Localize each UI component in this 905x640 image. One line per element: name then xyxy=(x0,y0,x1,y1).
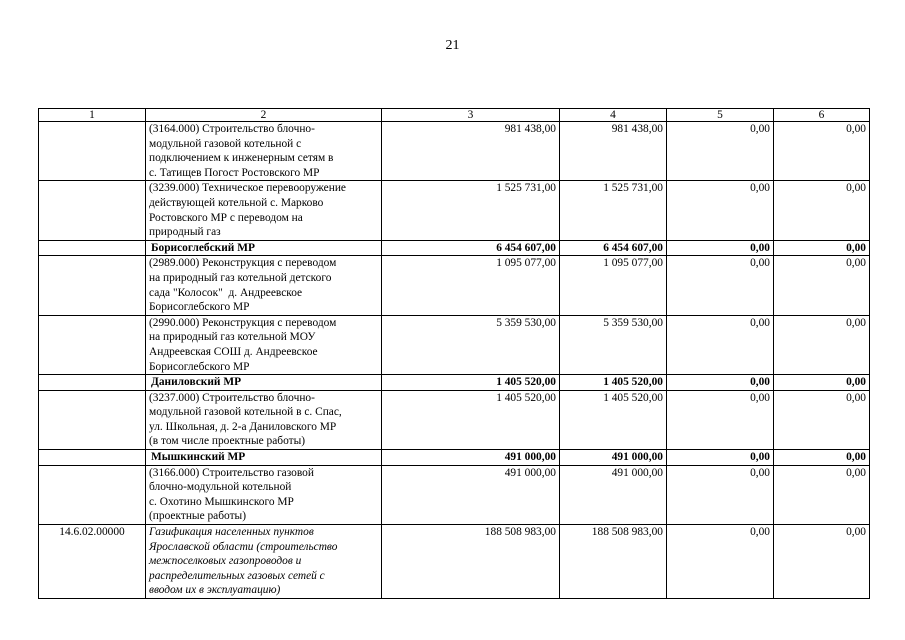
name-line: сада "Колосок" д. Андреевское xyxy=(149,286,303,299)
name-line: ул. Школьная, д. 2-а Даниловского МР xyxy=(149,420,337,433)
name-line: Ярославской области (строительство xyxy=(149,540,338,553)
table-row xyxy=(39,450,870,466)
amount-col6: 0,00 xyxy=(774,315,870,374)
name-cell xyxy=(146,256,382,315)
name-line: Даниловский МР xyxy=(151,376,242,389)
name-cell xyxy=(146,315,382,374)
header-cell: 2 xyxy=(146,109,382,122)
code-cell xyxy=(39,240,146,256)
amount-col5: 0,00 xyxy=(667,256,774,315)
amount-col3: 491 000,00 xyxy=(382,465,560,524)
table-row xyxy=(39,315,870,374)
name-line: Мышкинский МР xyxy=(151,451,246,464)
table-row xyxy=(39,375,870,391)
name-line: подключением к инженерным сетям в xyxy=(149,152,334,165)
name-line: Ростовского МР с переводом на xyxy=(149,211,303,224)
amount-col3: 1 095 077,00 xyxy=(382,256,560,315)
name-line: (2990.000) Реконструкция с переводом xyxy=(149,316,337,329)
name-cell xyxy=(146,181,382,240)
name-line: (3164.000) Строительство блочно- xyxy=(149,123,315,135)
amount-col4: 188 508 983,00 xyxy=(560,525,667,599)
amount-col5: 0,00 xyxy=(667,375,774,391)
code-cell xyxy=(39,375,146,391)
table-row xyxy=(39,390,870,449)
code-cell xyxy=(39,390,146,449)
name-cell xyxy=(146,465,382,524)
name-line: с. Татищев Погост Ростовского МР xyxy=(149,166,320,179)
name-cell xyxy=(146,240,382,256)
name-cell xyxy=(146,390,382,449)
name-cell xyxy=(146,525,382,599)
name-line: (3166.000) Строительство газовой xyxy=(149,466,314,479)
code-cell xyxy=(39,181,146,240)
code-cell xyxy=(39,122,146,181)
name-line: модульной газовой котельной с xyxy=(149,137,302,150)
name-line: Андреевская СОШ д. Андреевское xyxy=(149,345,318,358)
table-header-row xyxy=(39,109,870,122)
name-line: на природный газ котельной МОУ xyxy=(149,331,316,344)
code-cell xyxy=(39,315,146,374)
amount-col5: 0,00 xyxy=(667,525,774,599)
name-line: вводом их в эксплуатацию) xyxy=(149,584,281,597)
table-row xyxy=(39,525,870,599)
name-line: (3239.000) Техническое перевооружение xyxy=(149,182,346,195)
amount-col6: 0,00 xyxy=(774,465,870,524)
name-line: блочно-модульной котельной xyxy=(149,481,292,494)
amount-col6: 0,00 xyxy=(774,181,870,240)
name-line: на природный газ котельной детского xyxy=(149,271,332,284)
name-cell xyxy=(146,450,382,466)
amount-col5: 0,00 xyxy=(667,450,774,466)
amount-col6: 0,00 xyxy=(774,390,870,449)
amount-col5: 0,00 xyxy=(667,240,774,256)
code-cell xyxy=(39,256,146,315)
header-cell: 1 xyxy=(39,109,146,122)
amount-col6: 0,00 xyxy=(774,375,870,391)
amount-col4: 5 359 530,00 xyxy=(560,315,667,374)
amount-col5: 0,00 xyxy=(667,465,774,524)
code-cell xyxy=(39,450,146,466)
amount-col4: 1 525 731,00 xyxy=(560,181,667,240)
name-line: (проектные работы) xyxy=(149,510,247,523)
amount-col3: 1 525 731,00 xyxy=(382,181,560,240)
amount-col5: 0,00 xyxy=(667,181,774,240)
table-row xyxy=(39,181,870,240)
amount-col4: 1 405 520,00 xyxy=(560,390,667,449)
name-line: (3237.000) Строительство блочно- xyxy=(149,391,315,404)
amount-col4: 491 000,00 xyxy=(560,450,667,466)
name-line: межпоселковых газопроводов и xyxy=(149,555,302,568)
header-cell: 5 xyxy=(667,109,774,122)
name-line: (в том числе проектные работы) xyxy=(149,435,306,448)
amount-col6: 0,00 xyxy=(774,240,870,256)
header-cell: 6 xyxy=(774,109,870,122)
header-cell: 3 xyxy=(382,109,560,122)
table-row xyxy=(39,465,870,524)
amount-col3: 1 405 520,00 xyxy=(382,375,560,391)
amount-col3: 6 454 607,00 xyxy=(382,240,560,256)
amount-col3: 188 508 983,00 xyxy=(382,525,560,599)
name-line: Борисоглебского МР xyxy=(149,301,250,314)
name-line: с. Охотино Мышкинского МР xyxy=(149,495,294,508)
amount-col4: 981 438,00 xyxy=(560,122,667,181)
amount-col6: 0,00 xyxy=(774,122,870,181)
header-cell: 4 xyxy=(560,109,667,122)
name-line: модульной газовой котельной в с. Спас, xyxy=(149,406,342,419)
amount-col3: 981 438,00 xyxy=(382,122,560,181)
amount-col3: 5 359 530,00 xyxy=(382,315,560,374)
name-line: природный газ xyxy=(149,226,221,239)
table-row xyxy=(39,240,870,256)
amount-col4: 491 000,00 xyxy=(560,465,667,524)
name-line: Газификация населенных пунктов xyxy=(149,526,314,539)
page-number: 21 xyxy=(445,38,460,53)
amount-col6: 0,00 xyxy=(774,256,870,315)
table-row xyxy=(39,122,870,181)
table-row xyxy=(39,256,870,315)
name-line: действующей котельной с. Марково xyxy=(149,196,324,209)
name-cell xyxy=(146,375,382,391)
amount-col5: 0,00 xyxy=(667,122,774,181)
amount-col5: 0,00 xyxy=(667,390,774,449)
name-line: Борисоглебского МР xyxy=(149,360,250,373)
code-cell: 14.6.02.00000 xyxy=(39,525,146,599)
amount-col6: 0,00 xyxy=(774,450,870,466)
amount-col5: 0,00 xyxy=(667,315,774,374)
amount-col4: 1 405 520,00 xyxy=(560,375,667,391)
amount-col4: 1 095 077,00 xyxy=(560,256,667,315)
name-line: распределительных газовых сетей с xyxy=(149,569,325,582)
budget-table xyxy=(38,108,870,599)
amount-col3: 491 000,00 xyxy=(382,450,560,466)
amount-col3: 1 405 520,00 xyxy=(382,390,560,449)
name-line: Борисоглебский МР xyxy=(151,241,255,254)
code-cell xyxy=(39,465,146,524)
name-line: (2989.000) Реконструкция с переводом xyxy=(149,257,337,270)
amount-col6: 0,00 xyxy=(774,525,870,599)
name-cell xyxy=(146,122,382,181)
amount-col4: 6 454 607,00 xyxy=(560,240,667,256)
